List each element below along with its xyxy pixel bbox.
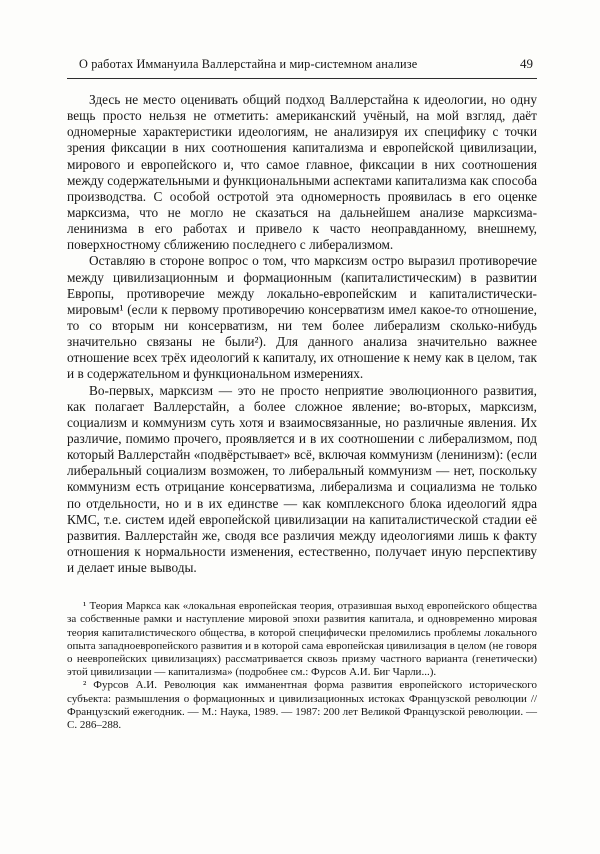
paragraph-3: Во-первых, марксизм — это не просто неприятие эволюционного развития, как полагает Валлерстайн, а более сложное явление; во-вторых, марксизм, социализм и коммунизм суть хотя и взаимосвязанные, но различные явления. Их различие, помимо прочего, проявляется и в их соотношении с либерализмом, под который Валлерстайн «подвёрстывает» всё, включая коммунизм (ленинизм): (если либеральный социализм возможен, то либеральный коммунизм — нет, поскольку коммунизм есть отрицание консерватизма, либерализма и социализма не только по отдельности, но и в их единстве — как комплексного блока идеологий ядра КМС, т.е. систем идей европейской цивилизации на капиталистической стадии её развития. Валлерстайн же, сводя все различия между идеологиями лишь к факту отношения к нормальности изменения, естественно, получает иную перспективу и делает иные выводы. <box>67 382 537 576</box>
paragraph-1: Здесь не место оценивать общий подход Валлерстайна к идеологии, но одну вещь просто нельзя не отметить: американский учёный, на мой взгляд, даёт одномерные характеристики идеологиям, не анализируя их специфику с точки зрения фиксации в них соотношения капитализма и европейской цивилизации, мирового и европейского и, что самое главное, фиксации в них соотношения между содержательными и функциональными аспектами капитализма как способа производства. С особой остротой эта одномерность проявилась в его оценке марксизма, что не могло не сказаться на дальнейшем анализе марксизма-ленинизма в его работах и привело к часто неоправданному, внешнему, поверхностному сближению последнего с либерализмом. <box>67 92 537 253</box>
page-header <box>67 56 537 79</box>
page-number: 49 <box>520 56 533 71</box>
footnotes-section <box>67 600 537 732</box>
paragraph-2: Оставляю в стороне вопрос о том, что марксизм остро выразил противоречие между цивилизационным и формационным (капиталистическим) в развитии Европы, противоречие между локально-европейским и капиталистически-мировым¹ (если к первому противоречию консерватизм имел какое-то отношение, то со вторым ни консерватизм, ни тем более либерализм сколько-нибудь значительно связаны не были²). Для данного анализа значительно важнее отношение всех трёх идеологий к капиталу, их отношение к нему как в целом, так и в содержательном и функциональном измерениях. <box>67 253 537 382</box>
main-text <box>67 92 537 576</box>
footnote-1: ¹ Теория Маркса как «локальная европейская теория, отразившая выход европейского общества за собственные рамки и наступление мировой эпохи развития капитала, и одновременно мировая теория капиталистического общества, в которой специфически преломились проблемы локального опыта западноевропейского развития и в которой сама европейская цивилизация в целом (не говоря о неевропейских цивилизациях) рассматривается сквозь призму частного варианта (генетически) этой цивилизации — капитализма» (подробнее см.: Фурсов А.И. Биг Чарли...). <box>67 600 537 679</box>
running-head-title: О работах Иммануила Валлерстайна и мир-системном анализе <box>79 57 418 71</box>
footnote-2: ² Фурсов А.И. Революция как имманентная форма развития европейского исторического субъекта: размышления о формационных и цивилизационных истоках Французской революции // Французский ежегодник. — М.: Наука, 1989. — 1987: 200 лет Великой Французской революции. — С. 286–288. <box>67 679 537 731</box>
